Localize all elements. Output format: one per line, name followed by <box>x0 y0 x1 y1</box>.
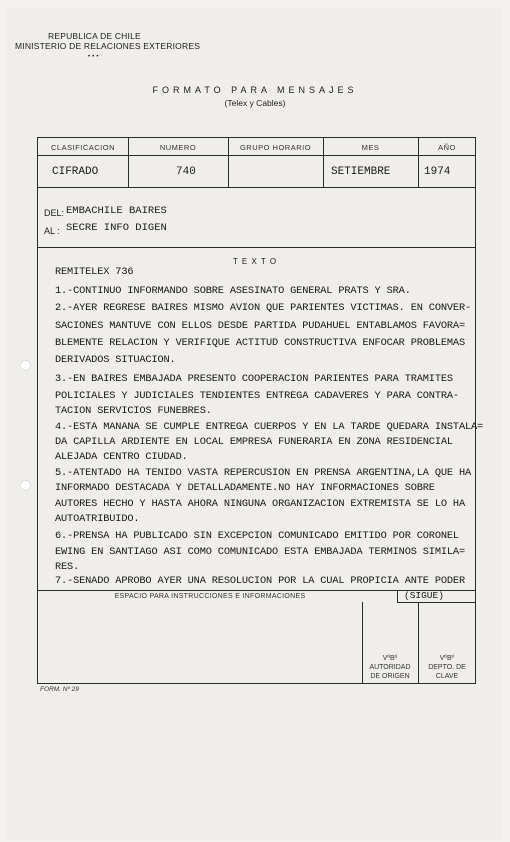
divider <box>37 187 476 188</box>
divider <box>37 155 476 156</box>
al-label: AL : <box>44 226 60 236</box>
message-line: 6.-PRENSA HA PUBLICADO SIN EXCEPCION COMUNICADO EMITIDO POR CORONEL <box>55 530 459 542</box>
message-line: TACION SERVICIOS FUNEBRES. <box>55 405 212 417</box>
message-line: AUTOATRIBUIDO. <box>55 513 140 525</box>
message-line: INFORMADO DESTACADA Y DETALLADAMENTE.NO HAY INFORMACIONES SOBRE <box>55 482 435 494</box>
vobo-clave-line2: CLAVE <box>435 673 459 680</box>
divider <box>37 247 476 248</box>
message-line: DERIVADOS SITUACION. <box>55 354 176 366</box>
divider <box>397 590 398 602</box>
vobo-origin-line2: DE ORIGEN <box>370 673 410 680</box>
republic-heading: REPUBLICA DE CHILE <box>48 31 141 41</box>
column-header-grupo-horario: GRUPO HORARIO <box>239 143 312 152</box>
column-header-mes: MES <box>361 143 380 152</box>
vobo-origin-line1: AUTORIDAD <box>369 664 411 671</box>
message-line: 1.-CONTINUO INFORMANDO SOBRE ASESINATO GENERAL PRATS Y SRA. <box>55 285 411 297</box>
column-header-ano: AÑO <box>438 143 456 152</box>
message-line: BLEMENTE RELACION Y VERIFIQUE ACTITUD CONSTRUCTIVA ENFOCAR PROBLEMAS <box>55 337 465 349</box>
message-line: ALEJADA CENTRO CIUDAD. <box>55 451 188 463</box>
message-line: 7.-SENADO APROBO AYER UNA RESOLUCION POR LA CUAL PROPICIA ANTE PODER <box>55 575 465 587</box>
column-header-clasificacion: CLASIFICACION <box>50 143 115 152</box>
message-line: EWING EN SANTIAGO ASI COMO COMUNICADO ESTA EMBAJADA TERMINOS SIMILA= <box>55 546 465 558</box>
form-number: FORM. Nº 29 <box>40 686 79 693</box>
message-line: POLICIALES Y JUDICIALES TENDIENTES ENTREGA CADAVERES Y PARA CONTRA- <box>55 390 459 402</box>
message-line: 5.-ATENTADO HA TENIDO VASTA REPERCUSION EN PRENSA ARGENTINA,LA QUE HA <box>55 467 472 479</box>
del-label: DEL: <box>44 208 65 218</box>
texto-label: T E X T O <box>232 257 278 266</box>
instructions-label: ESPACIO PARA INSTRUCCIONES E INFORMACIONES <box>114 593 306 600</box>
message-line: 2.-AYER REGRESE BAIRES MISMO AVION QUE PARIENTES VICTIMAS. EN CONVER- <box>55 302 472 314</box>
punch-hole-icon <box>20 480 31 491</box>
divider <box>397 602 476 603</box>
message-line: 3.-EN BAIRES EMBAJADA PRESENTO COOPERACION PARIENTES PARA TRAMITES <box>55 373 453 385</box>
column-header-numero: NUMERO <box>159 143 197 152</box>
al-value: SECRE INFO DIGEN <box>66 222 167 234</box>
punch-hole-icon <box>20 360 31 371</box>
message-line: DA CAPILLA ARDIENTE EN LOCAL EMPRESA FUNERARIA EN ZONA RESIDENCIAL <box>55 436 453 448</box>
vobo-clave-line1: DEPTO. DE <box>428 664 466 671</box>
message-line: 4.-ESTA MANANA SE CUMPLE ENTREGA CUERPOS Y EN LA TARDE QUEDARA INSTALA= <box>55 421 484 433</box>
sigue-label: (SIGUE) <box>404 590 444 601</box>
form-title: FORMATO PARA MENSAJES <box>152 85 358 95</box>
ano-value: 1974 <box>424 166 451 178</box>
message-line: SACIONES MANTUVE CON ELLOS DESDE PARTIDA PUDAHUEL ENTABLAMOS FAVORA= <box>55 320 465 332</box>
vobo-origin-title: VºBº <box>382 655 398 662</box>
vobo-clave-title: VºBº <box>439 655 455 662</box>
header-mark: • • • <box>88 54 99 60</box>
message-line: RES. <box>55 561 80 573</box>
numero-value: 740 <box>176 166 196 178</box>
message-line: AUTORES HECHO Y HASTA AHORA NINGUNA ORGANIZACION EXTREMISTA SE LO HA <box>55 498 465 510</box>
form-subtitle: (Telex y Cables) <box>224 98 286 108</box>
mes-value: SETIEMBRE <box>331 166 391 178</box>
clasificacion-value: CIFRADO <box>52 166 99 178</box>
del-value: EMBACHILE BAIRES <box>66 205 167 217</box>
message-line: REMITELEX 736 <box>55 266 134 278</box>
ministry-heading: MINISTERIO DE RELACIONES EXTERIORES <box>15 41 201 51</box>
